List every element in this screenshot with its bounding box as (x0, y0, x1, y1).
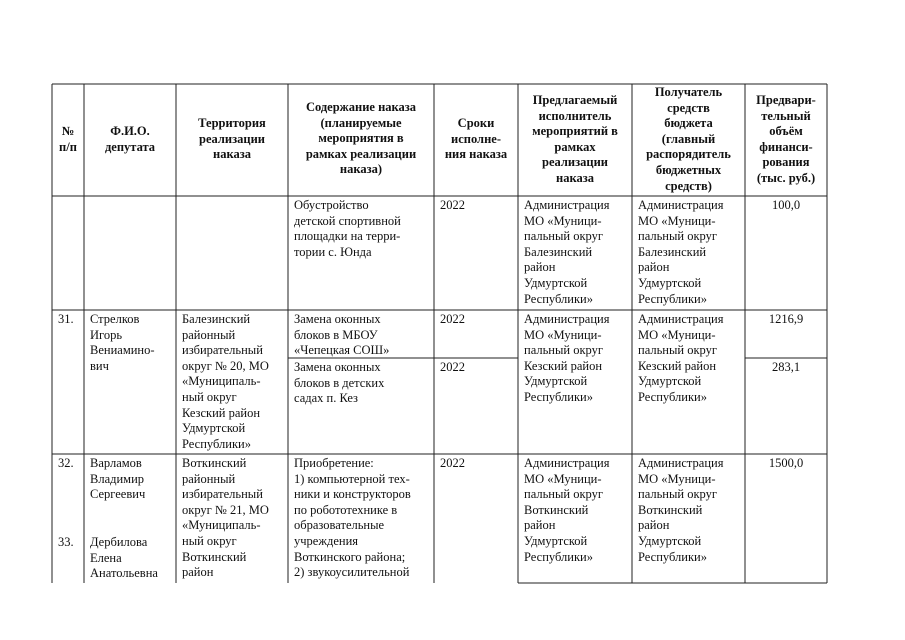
row33-fio: Дербилова Елена Анатольевна (90, 535, 158, 581)
row31-term-b: 2022 (440, 360, 465, 374)
header-amount: Предвари- тельный объём финанси- рования (тыс. руб.) (756, 93, 816, 185)
row31-amount-a: 1216,9 (768, 312, 804, 326)
row31-recipient: Администрация МО «Муници- пальный округ Кезский район Удмуртской Республики» (638, 312, 724, 404)
row1-content: Обустройство детской спортивной площадки на терри- тории с. Юнда (294, 198, 401, 259)
row31-num: 31. (58, 312, 74, 326)
header-content: Содержание наказа (планируемые мероприятия в рамках реализации наказа) (305, 100, 417, 177)
row32-executor: Администрация МО «Муници- пальный округ Воткинский район Удмуртской Республики» (524, 456, 610, 564)
header-num: № п/п (59, 124, 77, 154)
row32-content: Приобретение: 1) компьютерной тех- ники и конструкторов по робототехнике в образовательные учреждения Воткинского района; 2) звукоусилительной (294, 456, 411, 580)
row32-fio: Варламов Владимир Сергеевич (90, 456, 146, 502)
header-fio: Ф.И.О. депутата (104, 124, 156, 154)
row1-executor: Администрация МО «Муници- пальный округ Балезинский район Удмуртской Республики» (524, 198, 610, 306)
header-executor: Предлагаемый исполнитель мероприятий в рамках реализации наказа (532, 93, 618, 185)
header-recipient: Получатель средств бюджета (главный распорядитель бюджетных средств) (646, 85, 731, 193)
row31-content-a: Замена оконных блоков в МБОУ «Чепецкая СОШ» (294, 312, 390, 358)
row31-territory: Балезинский районный избирательный округ № 20, МО «Муниципаль- ный округ Кезский район Удмуртской Республики» (182, 312, 269, 451)
row32-amount: 1500,0 (768, 456, 804, 470)
row31-amount-b: 283,1 (771, 360, 801, 374)
row1-term: 2022 (440, 198, 465, 212)
row32-territory: Воткинский районный избирательный округ № 21, МО «Муниципаль- ный округ Воткинский район (182, 456, 269, 580)
header-terms: Сроки исполне- ния наказа (444, 116, 508, 162)
header-territory: Территория реализации наказа (198, 116, 266, 162)
row1-recipient: Администрация МО «Муници- пальный округ Балезинский район Удмуртской Республики» (638, 198, 724, 306)
row31-executor: Администрация МО «Муници- пальный округ Кезский район Удмуртской Республики» (524, 312, 610, 404)
row33-num: 33. (58, 535, 74, 549)
row31-content-b: Замена оконных блоков в детских садах п. Кез (294, 360, 385, 406)
row1-amount: 100,0 (771, 198, 801, 212)
row31-fio: Стрелков Игорь Вениамино- вич (90, 312, 155, 373)
row32-term: 2022 (440, 456, 465, 470)
row31-term-a: 2022 (440, 312, 465, 326)
row32-recipient: Администрация МО «Муници- пальный округ Воткинский район Удмуртской Республики» (638, 456, 724, 564)
row32-num: 32. (58, 456, 74, 470)
